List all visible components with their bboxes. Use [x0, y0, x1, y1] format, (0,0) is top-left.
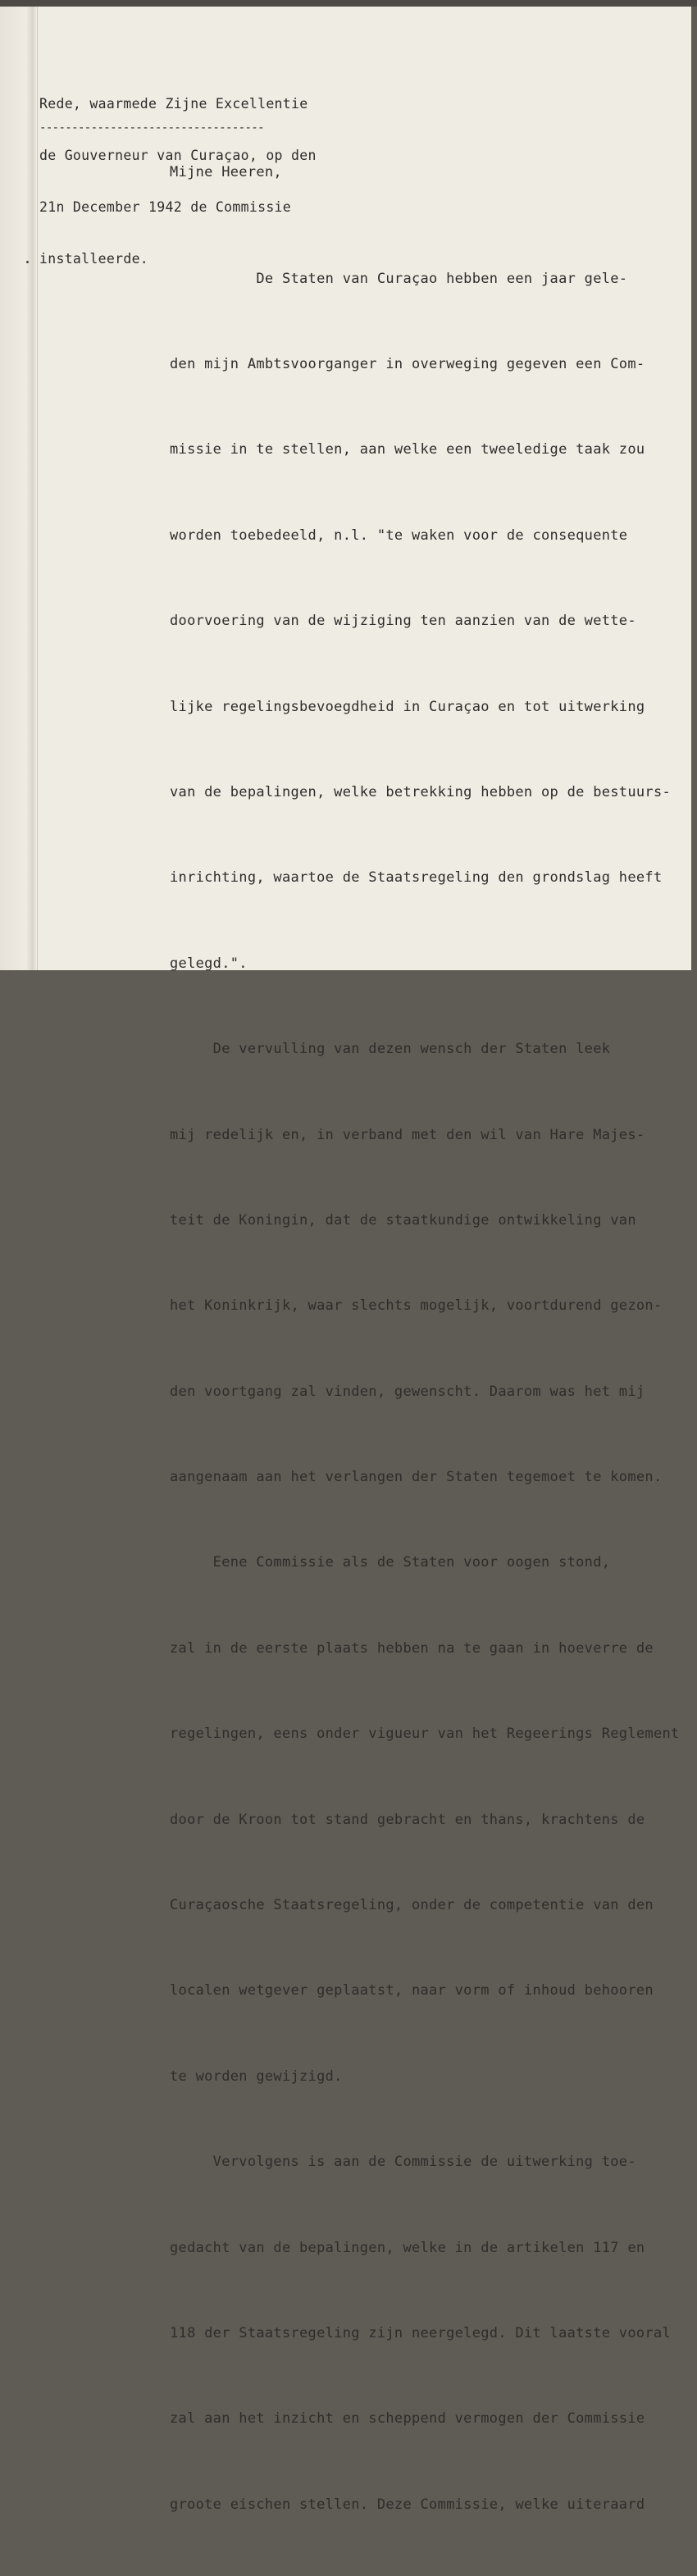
speech-body	[170, 207, 680, 2576]
body-line: gedacht van de bepalingen, welke in de artikelen 117 en	[170, 2239, 645, 2256]
body-line: Vervolgens is aan de Commissie de uitwerking toe-	[170, 2154, 636, 2171]
body-line: mij redelijk en, in verband met den wil van Hare Majes-	[170, 1126, 645, 1143]
body-line: door de Kroon tot stand gebracht en thans, krachtens de	[170, 1811, 645, 1828]
body-line: den mijn Ambtsvoorganger in overweging gegeven een Com-	[170, 355, 645, 372]
salutation: Mijne Heeren,	[170, 164, 282, 180]
body-line: Curaçaosche Staatsregeling, onder de competentie van den	[170, 1897, 654, 1914]
body-line: worden toebedeeld, n.l. "te waken voor de consequente	[170, 527, 628, 544]
paper-speck	[26, 261, 29, 263]
body-line: localen wetgever geplaatst, naar vorm of inhoud behooren	[170, 1982, 654, 1999]
body-line: den voortgang zal vinden, gewenscht. Daarom was het mij	[170, 1383, 645, 1400]
body-line: regelingen, eens onder vigueur van het Regeerings Reglement	[170, 1726, 680, 1743]
heading-line: installeerde.	[39, 251, 149, 267]
scan-top-border	[0, 0, 697, 7]
body-line: van de bepalingen, welke betrekking hebben op de bestuurs-	[170, 783, 672, 800]
body-line: gelegd.".	[170, 955, 248, 972]
body-line: het Koninkrijk, waar slechts mogelijk, voortdurend gezon-	[170, 1297, 663, 1315]
body-line: De Staten van Curaçao hebben een jaar gele-	[170, 270, 628, 287]
document-page	[0, 7, 691, 2513]
body-line: De vervulling van dezen wensch der Staten leek	[170, 1041, 611, 1058]
body-line: missie in te stellen, aan welke een tweeledige taak zou	[170, 441, 645, 458]
body-line: teit de Koningin, dat de staatkundige ontwikkeling van	[170, 1211, 636, 1229]
heading-separator: -----------------------------------	[39, 121, 265, 134]
body-line: zal in de eerste plaats hebben na te gaan in hoeverre de	[170, 1639, 654, 1657]
body-line: 118 der Staatsregeling zijn neergelegd. Dit laatste vooral	[170, 2324, 672, 2341]
binding-margin	[0, 7, 38, 970]
body-line: groote eischen stellen. Deze Commissie, welke uiteraard	[170, 2496, 645, 2513]
heading-line: 21n December 1942 de Commissie	[39, 199, 292, 215]
heading-line: de Gouverneur van Curaçao, op den	[39, 148, 317, 163]
body-line: zal aan het inzicht en scheppend vermogen der Commissie	[170, 2410, 645, 2428]
body-line: doorvoering van de wijziging ten aanzien van de wette-	[170, 613, 636, 630]
body-line: Eene Commissie als de Staten voor oogen stond,	[170, 1554, 611, 1571]
body-line: inrichting, waartoe de Staatsregeling den grondslag heeft	[170, 869, 663, 887]
body-line: te worden gewijzigd.	[170, 2068, 343, 2085]
body-line: aangenaam aan het verlangen der Staten tegemoet te komen.	[170, 1469, 663, 1486]
heading-line: Rede, waarmede Zijne Excellentie	[39, 96, 308, 112]
body-line: lijke regelingsbevoegdheid in Curaçao en tot uitwerking	[170, 698, 645, 715]
